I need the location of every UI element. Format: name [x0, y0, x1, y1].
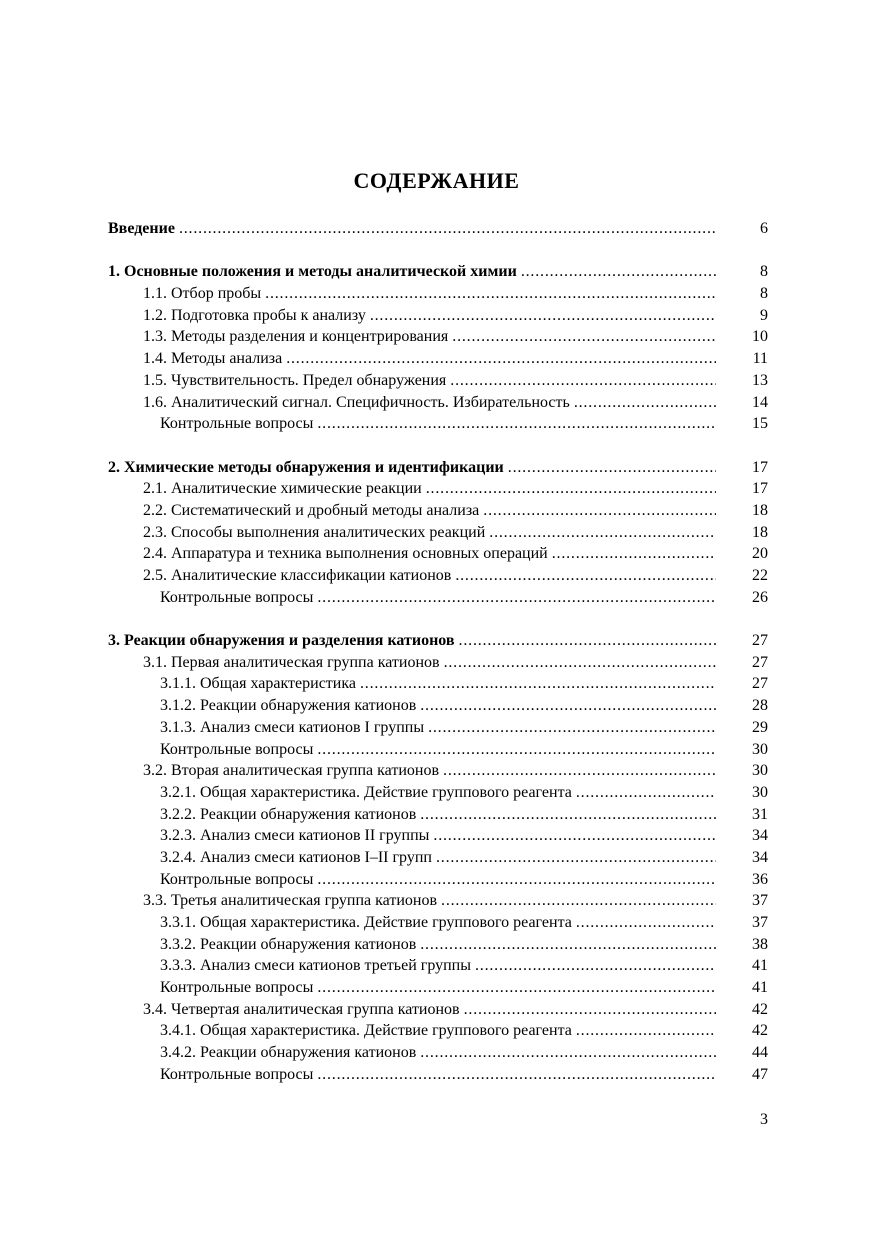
toc-entry-page: 44 [752, 1044, 768, 1062]
toc-entry-page: 27 [752, 675, 768, 693]
toc-entry [108, 999, 768, 1021]
toc-entry-page: 26 [752, 588, 768, 606]
toc-dot-leader [317, 1064, 716, 1086]
toc-dot-leader [521, 261, 716, 283]
toc-entry-title: 3.2.2. Реакции обнаружения катионов [160, 805, 417, 823]
toc-entry-page: 41 [752, 957, 768, 975]
toc-dot-leader [508, 457, 716, 479]
toc-entry-title: Контрольные вопросы [160, 870, 314, 888]
toc-entry [108, 1020, 768, 1042]
toc-entry-page: 8 [760, 263, 768, 281]
toc-entry-title: 3.1.2. Реакции обнаружения катионов [160, 697, 417, 715]
toc-entry-page: 34 [752, 848, 768, 866]
toc-entry-title: 3.1. Первая аналитическая группа катионов [143, 653, 440, 671]
toc-entry [108, 673, 768, 695]
toc-entry-page: 30 [752, 762, 768, 780]
toc-dot-leader [428, 717, 716, 739]
page-number: 3 [760, 1111, 768, 1128]
toc-entry-title: 3.1.1. Общая характеристика [160, 675, 356, 693]
toc-dot-leader [436, 847, 716, 869]
toc-entry-page: 13 [752, 371, 768, 389]
page-title: СОДЕРЖАНИЕ [353, 168, 520, 193]
toc-entry-page: 27 [752, 632, 768, 650]
toc-dot-leader [464, 999, 716, 1021]
toc-dot-leader [444, 652, 716, 674]
toc-entry-title: Введение [108, 220, 175, 237]
toc-entry-page: 27 [752, 653, 768, 671]
toc-entry [108, 652, 768, 674]
toc-entry-page: 9 [760, 306, 768, 324]
toc-entry [108, 760, 768, 782]
toc-entry-title: 2. Химические методы обнаружения и идентификации [108, 458, 504, 476]
toc-entry [108, 522, 768, 544]
toc-entry [108, 565, 768, 587]
toc-entry-page: 38 [752, 935, 768, 953]
toc-entry-page: 42 [752, 1000, 768, 1018]
toc-entry-page: 47 [752, 1065, 768, 1083]
toc-dot-leader [317, 869, 716, 891]
toc-dot-leader [317, 977, 716, 999]
toc-entry [108, 890, 768, 912]
toc-entry-page: 42 [752, 1022, 768, 1040]
toc-entry-page: 37 [752, 892, 768, 910]
toc-dot-leader [443, 760, 716, 782]
toc-entry-title: 1.2. Подготовка пробы к анализу [143, 306, 366, 324]
toc-entry-title: 3.4. Четвертая аналитическая группа катионов [143, 1000, 460, 1018]
table-of-contents [108, 218, 768, 1086]
toc-dot-leader [317, 413, 716, 435]
toc-entry [108, 977, 768, 999]
toc-entry-title: 2.2. Систематический и дробный методы анализа [143, 501, 480, 519]
toc-dot-leader [483, 500, 716, 522]
toc-entry [108, 825, 768, 847]
toc-entry-title: Контрольные вопросы [160, 415, 314, 433]
toc-entry-page: 28 [752, 697, 768, 715]
toc-dot-leader [420, 1042, 716, 1064]
toc-dot-leader [360, 673, 716, 695]
toc-entry-page: 41 [752, 979, 768, 997]
toc-entry-title: Контрольные вопросы [160, 740, 314, 758]
toc-entry [108, 1064, 768, 1086]
toc-entry [108, 305, 768, 327]
toc-entry-page: 29 [752, 718, 768, 736]
toc-dot-leader [265, 283, 716, 305]
toc-dot-leader [489, 522, 716, 544]
toc-entry-title: 3.3.1. Общая характеристика. Действие группового реагента [160, 914, 572, 931]
toc-entry-title: 1.5. Чувствительность. Предел обнаружения [143, 371, 447, 389]
toc-entry [108, 695, 768, 717]
toc-entry-title: 1.3. Методы разделения и концентрирования [143, 328, 449, 346]
toc-entry-title: 3.3.3. Анализ смеси катионов третьей группы [160, 957, 471, 975]
toc-entry-page: 37 [752, 914, 768, 931]
toc-entry-title: 2.1. Аналитические химические реакции [143, 480, 422, 498]
toc-entry-page: 15 [752, 415, 768, 433]
toc-entry-title: 1.4. Методы анализа [143, 350, 283, 368]
toc-entry [108, 326, 768, 348]
toc-entry-page: 31 [752, 805, 768, 823]
toc-entry [108, 478, 768, 500]
toc-entry-page: 11 [752, 350, 768, 368]
toc-dot-leader [576, 782, 716, 804]
toc-dot-leader [576, 912, 716, 934]
toc-entry [108, 869, 768, 891]
toc-entry-page: 36 [752, 870, 768, 888]
toc-entry-title: 3.4.2. Реакции обнаружения катионов [160, 1044, 417, 1062]
toc-entry [108, 413, 768, 435]
toc-entry [108, 912, 768, 934]
toc-entry-title: 3.2.4. Анализ смеси катионов I–II групп [160, 848, 432, 866]
toc-entry-title: 3.2. Вторая аналитическая группа катионов [143, 762, 440, 780]
toc-entry-page: 17 [752, 458, 768, 476]
toc-entry-title: 2.3. Способы выполнения аналитических реакций [143, 523, 486, 541]
toc-entry-title: Контрольные вопросы [160, 1065, 314, 1083]
toc-entry [108, 630, 768, 652]
toc-entry [108, 955, 768, 977]
toc-entry-page: 18 [752, 501, 768, 519]
toc-entry [108, 348, 768, 370]
toc-entry-title: 3.2.1. Общая характеристика. Действие группового реагента [160, 783, 572, 801]
toc-entry-page: 14 [752, 393, 768, 411]
toc-entry-title: 1.1. Отбор пробы [143, 285, 262, 303]
toc-dot-leader [441, 890, 716, 912]
toc-entry-page: 8 [760, 285, 768, 303]
toc-entry-title: 3.3.2. Реакции обнаружения катионов [160, 935, 417, 953]
toc-dot-leader [452, 326, 716, 348]
toc-entry [108, 370, 768, 392]
toc-dot-leader [317, 587, 716, 609]
toc-entry [108, 782, 768, 804]
toc-entry-page: 10 [752, 328, 768, 346]
toc-entry [108, 739, 768, 761]
toc-dot-leader [455, 565, 716, 587]
toc-entry-title: 3.2.3. Анализ смеси катионов II группы [160, 827, 430, 845]
toc-entry-page: 20 [752, 545, 768, 563]
toc-entry-title: 2.5. Аналитические классификации катионов [143, 567, 452, 584]
toc-entry-title: 2.4. Аппаратура и техника выполнения основных операций [143, 545, 548, 563]
toc-entry [108, 717, 768, 739]
toc-dot-leader [433, 825, 716, 847]
toc-dot-leader [574, 392, 716, 414]
toc-entry [108, 218, 768, 240]
toc-dot-leader [179, 218, 716, 240]
toc-entry [108, 457, 768, 479]
toc-entry [108, 587, 768, 609]
toc-entry [108, 500, 768, 522]
toc-entry-title: 3. Реакции обнаружения и разделения катионов [108, 632, 455, 650]
toc-entry-page: 30 [752, 783, 768, 801]
toc-entry [108, 392, 768, 414]
toc-entry [108, 283, 768, 305]
toc-dot-leader [576, 1020, 716, 1042]
toc-entry-page: 6 [760, 220, 768, 237]
toc-dot-leader [420, 934, 716, 956]
toc-dot-leader [426, 478, 716, 500]
toc-dot-leader [420, 804, 716, 826]
toc-entry-page: 22 [752, 567, 768, 584]
toc-entry-title: 3.3. Третья аналитическая группа катионов [143, 892, 438, 910]
toc-entry-page: 34 [752, 827, 768, 845]
toc-dot-leader [459, 630, 716, 652]
toc-entry-title: Контрольные вопросы [160, 979, 314, 997]
toc-entry [108, 261, 768, 283]
toc-entry [108, 934, 768, 956]
toc-dot-leader [420, 695, 716, 717]
toc-entry-title: 1.6. Аналитический сигнал. Специфичность. Избирательность [143, 393, 570, 411]
toc-dot-leader [370, 305, 716, 327]
toc-dot-leader [552, 543, 716, 565]
toc-entry-title: 1. Основные положения и методы аналитической химии [108, 263, 517, 281]
toc-entry-title: 3.1.3. Анализ смеси катионов I группы [160, 718, 425, 736]
toc-dot-leader [317, 739, 716, 761]
toc-dot-leader [286, 348, 716, 370]
toc-entry-page: 17 [752, 480, 768, 498]
toc-entry [108, 543, 768, 565]
toc-dot-leader [450, 370, 716, 392]
toc-entry-page: 30 [752, 740, 768, 758]
toc-entry-page: 18 [752, 523, 768, 541]
toc-entry [108, 1042, 768, 1064]
toc-entry-title: 3.4.1. Общая характеристика. Действие группового реагента [160, 1022, 572, 1040]
toc-dot-leader [475, 955, 716, 977]
toc-entry-title: Контрольные вопросы [160, 588, 314, 606]
toc-entry [108, 804, 768, 826]
toc-entry [108, 847, 768, 869]
